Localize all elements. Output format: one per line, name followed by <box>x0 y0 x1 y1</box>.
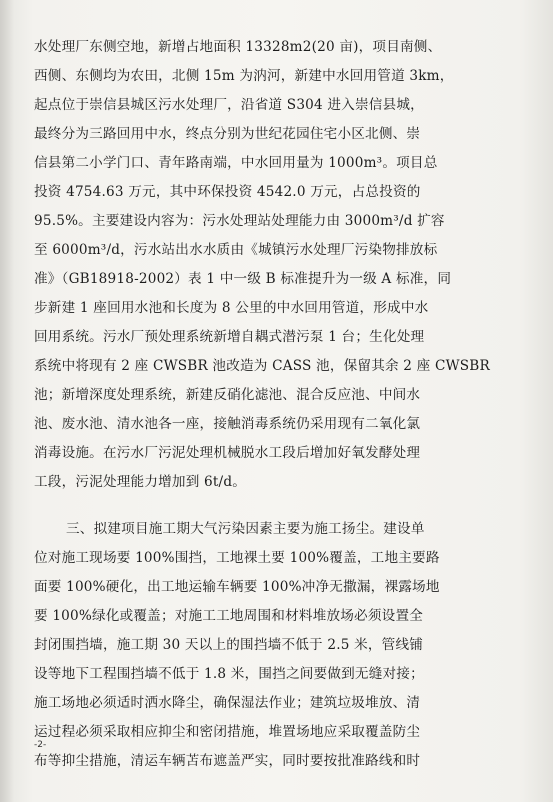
text-line: 封闭围挡墙，施工期 30 天以上的围挡墙不低于 2.5 米，管线铺 <box>34 637 424 653</box>
text-line: 池、废水池、清水池各一座，接触消毒系统仍采用现有二氧化氯 <box>34 416 421 432</box>
text-line: 面要 100%硬化，出工地运输车辆要 100%冲净无撒漏，裸露场地 <box>34 579 440 595</box>
text-line: 消毒设施。在污水厂污泥处理机械脱水工段后增加好氧发酵处理 <box>34 445 421 461</box>
text-line: 施工场地必须适时洒水降尘，确保湿法作业；建筑垃圾堆放、清 <box>34 695 421 711</box>
text-line: 投资 4754.63 万元，其中环保投资 4542.0 万元，占总投资的 <box>34 184 421 200</box>
text-line: 位对施工现场要 100%围挡，工地裸土要 100%覆盖，工地主要路 <box>34 550 440 566</box>
text-line: 池；新增深度处理系统，新建反硝化滤池、混合反应池、中间水 <box>34 387 421 403</box>
text-line: 起点位于崇信县城区污水处理厂，沿省道 S304 进入崇信县城， <box>34 97 424 113</box>
text-line: 布等抑尘措施，清运车辆苫布遮盖严实，同时要按批准路线和时 <box>34 753 421 769</box>
text-line: 设等地下工程围挡墙不低于 1.8 米，围挡之间要做到无缝对接； <box>34 666 424 682</box>
text-line: 运过程必须采取相应抑尘和密闭措施，堆置场地应采取覆盖防尘 <box>34 724 421 740</box>
text-line: 最终分为三路回用中水，终点分别为世纪花园住宅小区北侧、崇 <box>34 126 421 142</box>
section-heading-line: 三、拟建项目施工期大气污染因素主要为施工扬尘。建设单 <box>66 521 425 537</box>
text-line: 回用系统。污水厂预处理系统新增自耦式潜污泵 1 台；生化处理 <box>34 329 425 345</box>
text-line: 系统中将现有 2 座 CWSBR 池改造为 CASS 池，保留其余 2 座 CWSBR <box>34 358 490 374</box>
text-line: 水处理厂东侧空地，新增占地面积 13328m2(20 亩)，项目南侧、 <box>34 39 442 55</box>
text-line: 95.5%。主要建设内容为：污水处理站处理能力由 3000m³/d 扩容 <box>34 213 445 229</box>
text-line: 要 100%绿化或覆盖；对施工工地周围和材料堆放场必须设置全 <box>34 608 424 624</box>
text-line: 信县第二小学门口、青年路南端，中水回用量为 1000m³。项目总 <box>34 155 438 171</box>
text-line: 工段，污泥处理能力增加到 6t/d。 <box>34 474 247 490</box>
text-line: 西侧、东侧均为农田，北侧 15m 为汭河，新建中水回用管道 3km， <box>34 68 454 84</box>
text-line: 准》（GB18918-2002）表 1 中一级 B 标准提升为一级 A 标准，同 <box>34 271 452 287</box>
text-line: 至 6000m³/d，污水站出水水质由《城镇污水处理厂污染物排放标 <box>34 242 438 258</box>
text-line: 步新建 1 座回用水池和长度为 8 公里的中水回用管道，形成中水 <box>34 300 429 316</box>
page-number: -2- <box>34 740 47 750</box>
